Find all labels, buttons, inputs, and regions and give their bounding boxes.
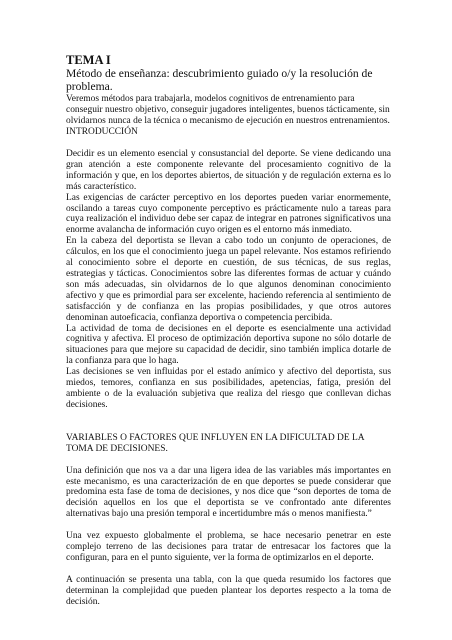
- paragraph-definition: Una definición que nos va a dar una ligera idea de las variables más importantes en este mecanismo, es una caracterización de en que deportes se puede considerar que predomina esta fase de toma de decisiones, y nos dice que “son deportes de toma de decisión aquellos en los que el deportista se ve confrontado ante diferentes alternativas bajo una presión temporal e incertidumbre más o menos manifiesta.”: [66, 465, 391, 520]
- paragraph: En la cabeza del deportista se llevan a cabo todo un conjunto de operaciones, de cálculos, en los que el conocimiento juega un papel relevante. Nos estamos refiriendo al conocimiento sobre el deporte en cuestión, de sus técnicas, de sus reglas, estrategias y tácticas. Conocimientos sobre las diferentes formas de actuar y cuándo son más adecuadas, sin olvidarnos de lo que algunos denominan conocimiento afectivo y que es primordial para ser excelente, haciendo referencia al sentimiento de satisfacción y de confianza en las propias posibilidades, y que otros autores denominan autoeficacia, confianza deportiva o competencia percibida.: [66, 236, 391, 323]
- intro-text: Veremos métodos para trabajarla, modelos cognitivos de entrenamiento para conseguir nuestro objetivo, conseguir jugadores inteligentes, buenos tácticamente, sin olvidarnos nunca de la técnica o mecanismo de ejecución en nuestros entrenamientos.: [66, 94, 390, 127]
- paragraph: La actividad de toma de decisiones en el deporte es esencialmente una actividad cognitiva y afectiva. El proceso de optimización deportiva supone no sólo dotarle de situaciones para que mejore su capacidad de decidir, sino también implica dotarle de la confianza para que lo haga.: [66, 323, 391, 367]
- document-subtitle: Método de enseñanza: descubrimiento guiado o/y la resolución de problema.: [66, 67, 373, 94]
- paragraph: Las decisiones se ven influidas por el estado anímico y afectivo del deportista, sus miedos, temores, confianza en sus posibilidades, apetencias, fatiga, presión del ambiente o de la evaluación subjetiva que realiza del riesgo que conllevan dichas decisiones.: [66, 367, 391, 410]
- paragraph-table: A continuación se presenta una tabla, con la que queda resumido los factores que determinan la complejidad que pueden plantear los deportes respecto a la toma de decisión.: [66, 574, 391, 607]
- paragraph: Las exigencias de carácter perceptivo en los deportes pueden variar enormemente, oscilando a tareas cuyo componente perceptivo es prácticamente nulo a tareas para cuya realización el individuo debe ser capaz de integrar en patrones significativos una enorme avalancha de información cuyo origen es el entorno más inmediato.: [66, 192, 391, 236]
- paragraph-exposed: Una vez expuesto globalmente el problema, se hace necesario penetrar en este complejo terreno de las decisiones para tratar de entresacar los factores que la configuran, para en el punto siguiente, ver la forma de optimizarlos en el deporte.: [66, 531, 391, 563]
- document-page: [66, 53, 391, 608]
- paragraph: Decidir es un elemento esencial y consustancial del deporte. Se viene dedicando una gran atención a este componente relevante del procesamiento cognitivo de la información y que, en los deportes abiertos, de situación y de regulación externa es lo más característico.: [66, 149, 391, 192]
- section-heading-introduccion: INTRODUCCIÓN: [66, 127, 138, 138]
- section-heading-variables: VARIABLES O FACTORES QUE INFLUYEN EN LA DIFICULTAD DE LA TOMA DE DECISIONES.: [66, 432, 365, 454]
- document-title: TEMA I: [66, 53, 111, 67]
